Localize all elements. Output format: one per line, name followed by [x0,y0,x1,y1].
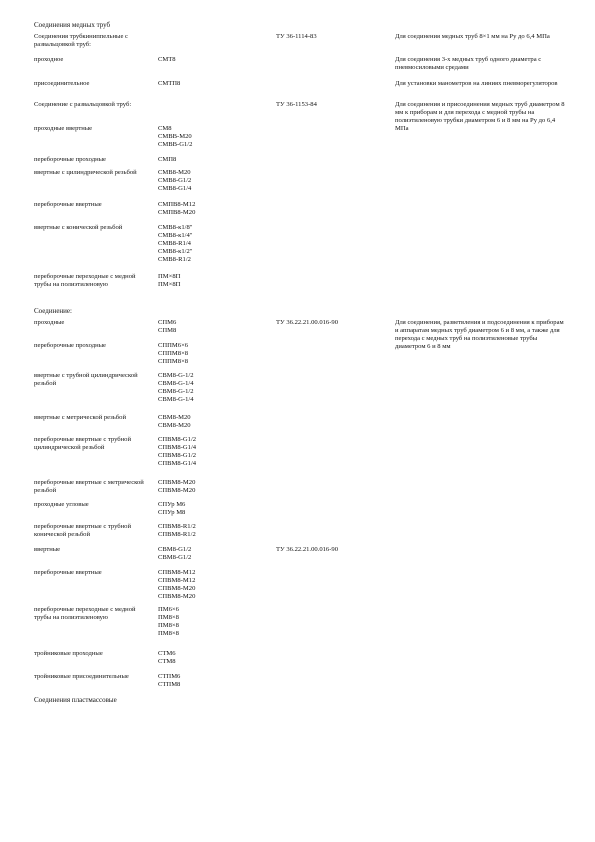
item-designation: СПУр М6 СПУр М8 [158,501,186,517]
section-heading-copper-pipes: Соединения медных труб [34,21,111,29]
item-name: ввертные с трубной цилиндрической резьбой [34,372,138,388]
item-name: Соединения трубкиниппельные с развальцовкой труб: [34,33,128,49]
item-designation: СМВ8-к1/8" СМВ8-к1/4" СМВ8-R1/4 СМВ8-к1/2" СМВ8-R1/2 [158,224,193,264]
item-name: ввертные с цилиндрической резьбой [34,169,137,176]
item-designation: СВМ8-М20 СВМ8-М20 [158,414,191,430]
item-designation: СВМ8-G1/2 СВМ8-G1/2 [158,546,192,562]
item-designation: ПМ6×6 ПМ8×8 ПМ8×8 ПМ8×8 [158,606,179,638]
item-designation: СПМ6 СПМ8 [158,319,177,335]
item-name: переборочные проходные [34,342,106,349]
item-name: ввертные с конической резьбой [34,224,123,231]
item-name: переборочные проходные [34,156,106,163]
item-name: ввертные с метрической резьбой [34,414,126,421]
item-designation: СПВМ8-G1/2 СПВМ8-G1/4 СПВМ8-G1/2 СПВМ8-G1/4 [158,436,197,468]
item-designation: СТПМ6 СТПМ8 [158,673,181,689]
item-designation: СВМ8-G-1/2 СВМ8-G-1/4 СВМ8-G-1/2 СВМ8-G-1/4 [158,372,194,404]
item-purpose: Для соединения и присоединения медных труб диаметром 8 мм к приборам и для перехода с медной трубы на полиэтиленовую трубки диаметром 6 и 8 мм на Ру до 6,4 МПа [395,101,565,133]
item-designation: СТМ6 СТМ8 [158,650,176,666]
item-name: Соединение с развальцовкой труб: [34,101,132,108]
item-name: ввертные [34,546,61,553]
item-purpose: Для соединения 3-х медных труб одного диаметра с пневмосиловыми средами [395,56,542,72]
item-standard: ТУ 36.22.21.00.016-90 [276,546,338,553]
item-name: присоединительное [34,80,90,87]
item-designation: СПВМ8-М12 СПВМ8-М12 СПВМ8-М20 СПВМ8-М20 [158,569,196,601]
item-designation: СМПВ8-М12 СМПВ8-М20 [158,201,196,217]
item-designation: СПВМ8-М20 СПВМ8-М20 [158,479,196,495]
item-standard: ТУ 36.22.21.00.016-90 [276,319,338,326]
item-name: проходные ввертные [34,125,93,132]
item-name: переборочные ввертные с трубной конической резьбой [34,523,132,539]
item-designation: СПВМ8-R1/2 СПВМ8-R1/2 [158,523,196,539]
item-name: переборочные ввертные с метрической резьбой [34,479,144,495]
item-name: переборочные ввертные [34,569,102,576]
item-designation: СМВ8-М20 СМВ8-G1/2 СМВ8-G1/4 [158,169,192,193]
item-name: переборочные ввертные [34,201,102,208]
item-name: проходные угловые [34,501,89,508]
item-name: переборочные переходные с медной трубы на полиэтиленовую [34,606,136,622]
item-name: проходные [34,319,65,326]
item-designation: СМТП8 [158,80,181,87]
item-purpose: Для установки манометров на линиях пневморегуляторов [395,80,558,87]
item-name: переборочные переходные с медной трубы на полиэтиленовую [34,273,136,289]
item-standard: ТУ 36-1153-84 [276,101,317,108]
item-designation: СППМ6×6 СППМ8×8 СППМ8×8 [158,342,189,366]
item-designation: ПМ×8П ПМ×8П [158,273,181,289]
item-purpose: Для соединения, разветвления и подсоединения к приборам и аппаратам медных труб диаметром 6 и 8 мм, а также для перехода с медных труб на полиэтиленовые трубы диаметром 6 и 8 мм [395,319,564,351]
item-name: переборочные ввертные с трубной цилиндрической резьбой [34,436,132,452]
section-heading-plastic: Соединения пластмассовые [34,696,117,704]
item-purpose: Для соединения медных труб 8×1 мм на Ру до 6,4 МПа [395,33,550,40]
item-name: тройниковые присоединительные [34,673,129,680]
item-standard: ТУ 36-1114-83 [276,33,317,40]
item-name: тройниковые проходные [34,650,103,657]
item-name: проходное [34,56,64,63]
item-designation: СМ8 СМВВ-М20 СМВВ-G1/2 [158,125,193,149]
item-designation: СМТ8 [158,56,176,63]
section-heading-connection: Соединение: [34,307,72,315]
item-designation: СМП8 [158,156,177,163]
